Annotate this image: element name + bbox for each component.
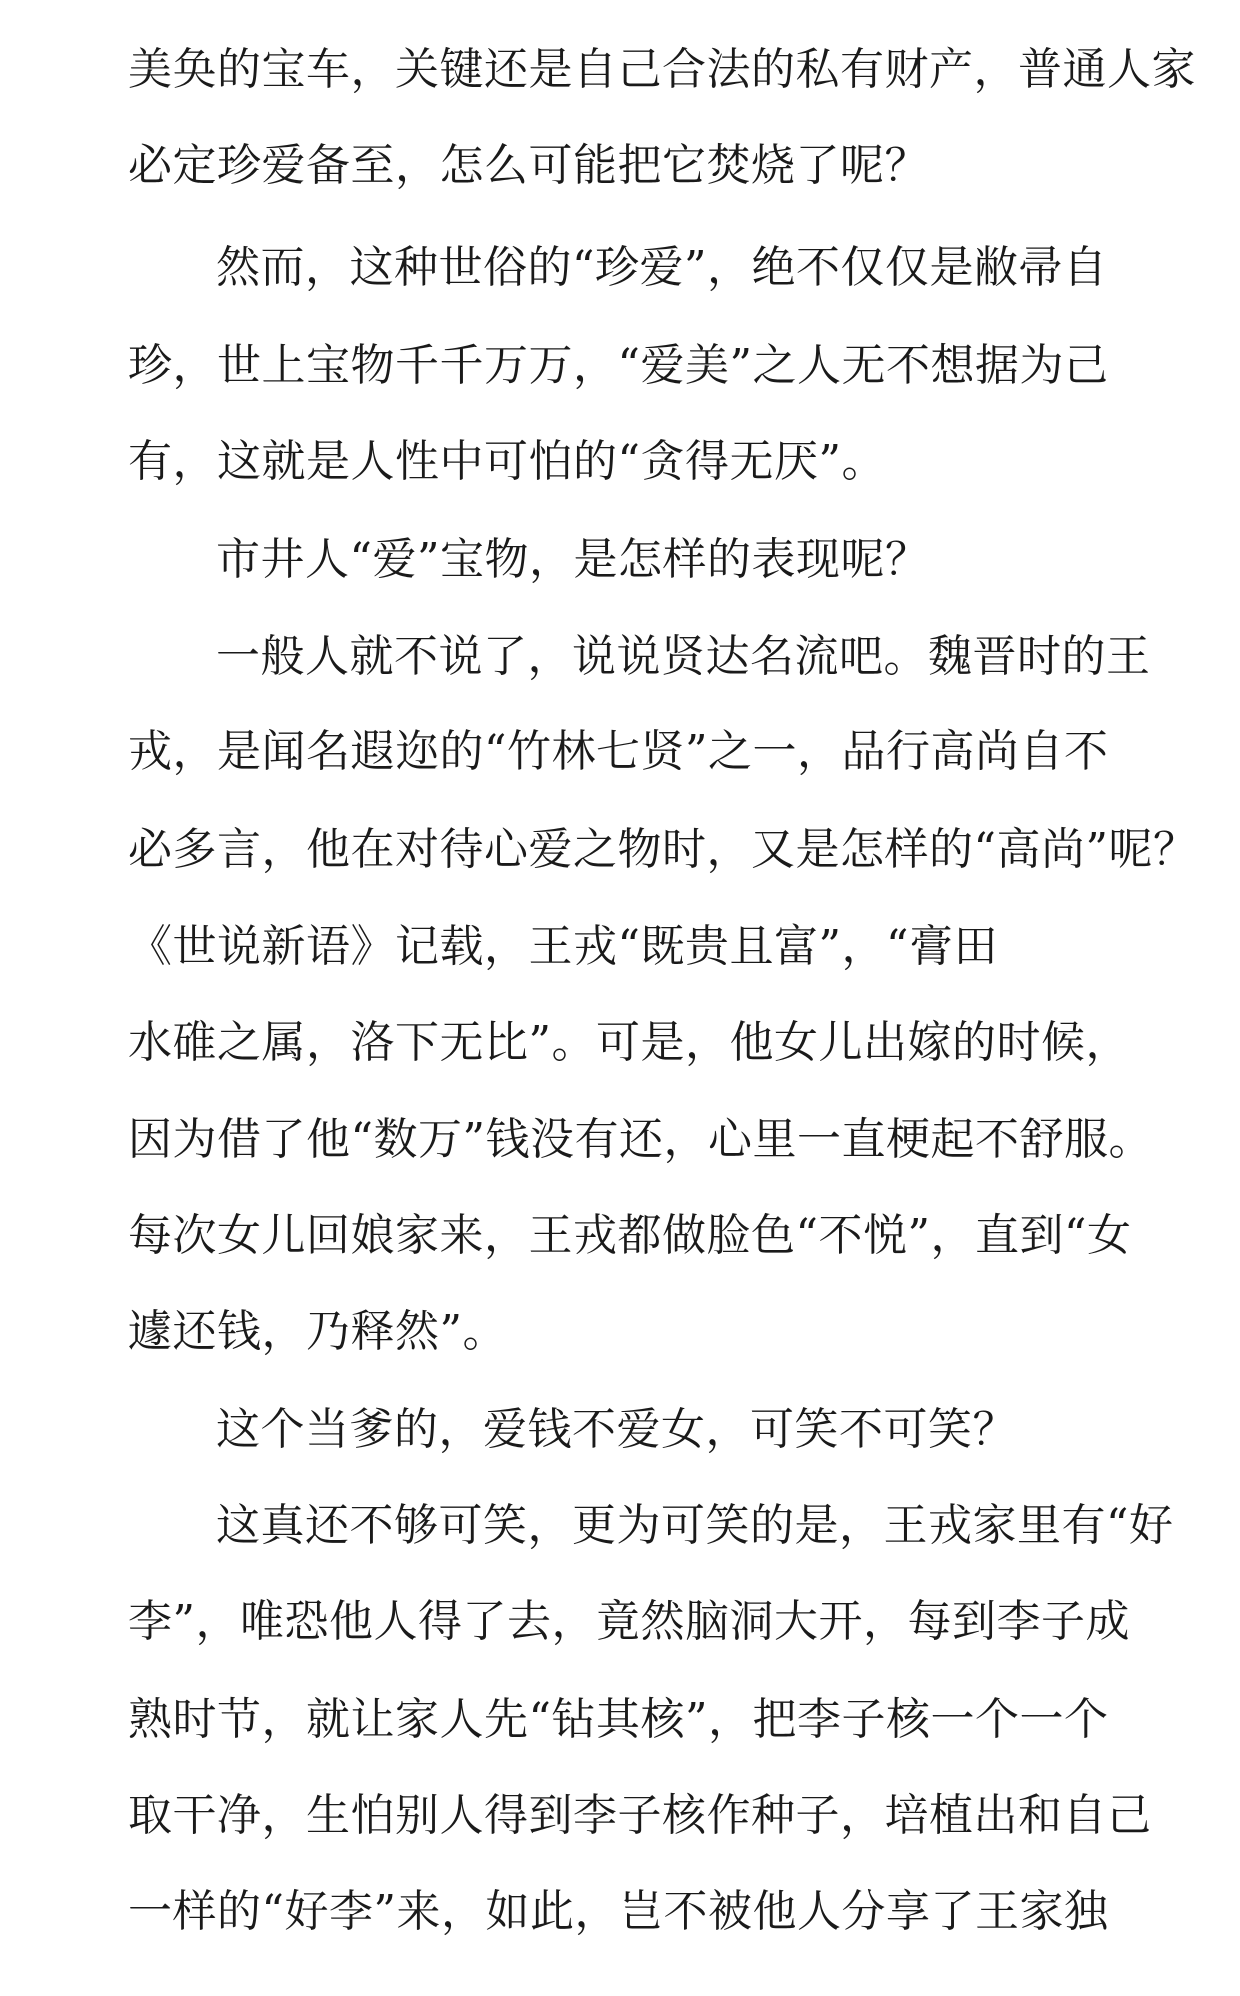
text-line: 每次女儿回娘家来，王戎都做脸色“不悦”，直到“女 — [128, 1210, 1132, 1261]
text-line: 一样的“好李”来，如此，岂不被他人分享了王家独 — [128, 1886, 1109, 1937]
text-line: 遽还钱，乃释然”。 — [128, 1306, 507, 1357]
text-line: 有，这就是人性中可怕的“贪得无厌”。 — [128, 436, 886, 487]
text-line: 这个当爹的，爱钱不爱女，可笑不可笑？ — [216, 1404, 1017, 1455]
text-line: 因为借了他“数万”钱没有还，心里一直梗起不舒服。 — [128, 1114, 1153, 1165]
text-line: 这真还不够可笑，更为可笑的是，王戎家里有“好 — [216, 1500, 1174, 1551]
text-line: 李”，唯恐他人得了去，竟然脑洞大开，每到李子成 — [128, 1596, 1130, 1647]
text-line: 珍，世上宝物千千万万，“爱美”之人无不想据为己 — [128, 340, 1109, 391]
text-line: 水碓之属，洛下无比”。可是，他女儿出嫁的时候， — [128, 1017, 1130, 1068]
text-line: 戎，是闻名遐迩的“竹林七贤”之一，品行高尚自不 — [128, 726, 1109, 777]
text-line: 美奂的宝车，关键还是自己合法的私有财产，普通人家 — [128, 44, 1196, 95]
text-line: 《世说新语》记载，王戎“既贵且富”，“膏田 — [128, 921, 998, 972]
text-line: 必定珍爱备至，怎么可能把它焚烧了呢？ — [128, 140, 929, 191]
text-line: 然而，这种世俗的“珍爱”，绝不仅仅是敝帚自 — [216, 242, 1108, 293]
text-line: 一般人就不说了，说说贤达名流吧。魏晋时的王 — [216, 631, 1151, 682]
text-line: 熟时节，就让家人先“钻其核”，把李子核一个一个 — [128, 1694, 1109, 1745]
text-line: 取干净，生怕别人得到李子核作种子，培植出和自己 — [128, 1790, 1152, 1841]
text-line: 必多言，他在对待心爱之物时，又是怎样的“高尚”呢？ — [128, 824, 1198, 875]
text-line: 市井人“爱”宝物，是怎样的表现呢？ — [216, 534, 930, 585]
